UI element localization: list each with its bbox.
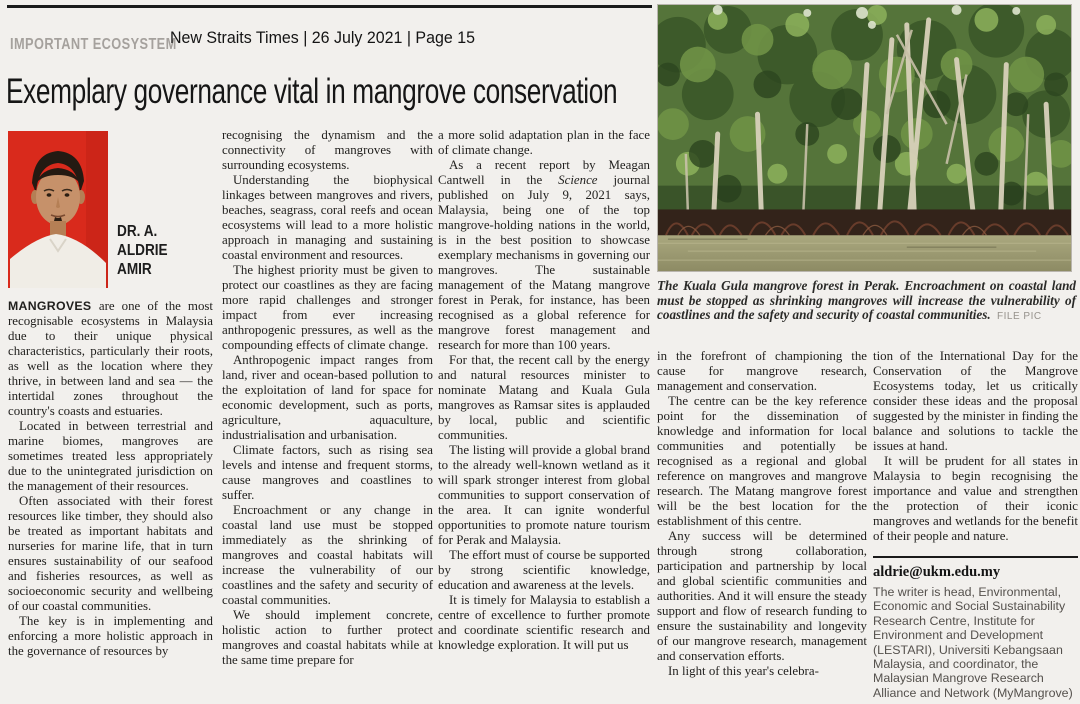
headline: Exemplary governance vital in mangrove conservation [6,72,618,111]
author-name: DR. A. ALDRIE AMIR [117,223,168,278]
article-column-5 [873,349,1078,560]
author-email: aldrie@ukm.edu.my [873,564,1001,580]
paragraph: In light of this year's celebra- [668,664,819,678]
paragraph: The key is in implementing and enforcing a more holistic approach in the governance of resources by [8,614,213,658]
paragraph: The listing will provide a global brand to the already well-known wetland as it will spark stronger interest from global communities to support conservation of the area. It can ignite wonderful opportunities to promote nature tourism for Perak and Malaysia. [438,443,650,547]
dateline: New Straits Times | 26 July 2021 | Page 15 [170,28,475,47]
byline-rule [873,556,1078,558]
paragraph: in the forefront of championing the cause for mangrove research, management and conservation. [657,349,867,393]
byline-block [873,556,1078,700]
article-column-1 [8,299,213,698]
mangrove-photo [657,4,1072,272]
paragraph: For that, the recent call by the energy and natural resources minister to nominate Matang and Kuala Gula mangroves as Ramsar sites is applauded by local, public and scientific communities. [438,353,650,442]
photo-credit: FILE PIC [997,311,1042,323]
author-bio: The writer is head, Environmental, Economic and Social Sustainability Research Centre, Institute for Environment and Development (LESTARI), Universiti Kebangsaan Malaysia, and coordinator, the Malaysian Mangrove Research Alliance and Network (MyMangrove) [873,585,1073,700]
paragraph: Located in between terrestrial and marine biomes, mangroves are sometimes treated less appropriately due to the unintegrated jurisdiction on the management of their resources. [8,419,213,493]
paragraph: The effort must of course be supported by strong scientific knowledge, education and awareness at the levels. [438,548,650,592]
paragraph: Any success will be determined through strong collaboration, participation and partnership by local and global scientific communities and authorities. And it will ensure the steady support and flow of research funding to ensure the sustainability and longevity of our mangrove research, management and conservation efforts. [657,529,867,663]
mangrove-photo-image [658,5,1071,271]
top-rule [7,5,652,8]
author-portrait-image [8,131,108,288]
paragraph: tion of the International Day for the Conservation of the Mangrove Ecosystems today, let us critically consider these ideas and the proposal suggested by the minister in finding the balance and solutions to tackle the issues at hand. [873,349,1078,453]
photo-caption [657,279,1076,325]
paragraph: As a recent report by Meagan Cantwell in the Science journal published on July 9, 2021 says, Malaysia, being one of the top mangrove-holding nations in the world, is in the best position to showcase exemplary mechanisms in governing our mangroves. The sustainable management of the Matang mangrove forest in Perak, for instance, has been recognised as a global reference for mangrove forest management and research for more than 100 years. [438,158,650,352]
paragraph: Anthropogenic impact ranges from land, river and ocean-based pollution to the exploitation of land for space for economic development, such as ports, agriculture, aquaculture, industrialisation and urbanisation. [222,353,433,442]
kicker: IMPORTANT ECOSYSTEM [10,36,177,53]
article-column-3 [438,128,650,704]
author-portrait [8,131,108,288]
photo-caption-text: The Kuala Gula mangrove forest in Perak. Encroachment on coastal land must be stopped as shrinking mangroves will increase the vulnerability of coastlines and the safety and security of coastal communities. [657,278,1076,323]
paragraph: We should implement concrete, holistic action to further protect mangroves and coastal habitats while at the same time prepare for [222,608,433,667]
article-column-2 [222,128,433,704]
paragraph: a more solid adaptation plan in the face of climate change. [438,128,650,157]
lead-word: MANGROVES [8,299,99,313]
paragraph: Understanding the biophysical linkages between mangroves and rivers, beaches, seagrass, coral reefs and ocean ecosystems will lead to a more holistic approach in managing and sustaining coastal environment and resources. [222,173,433,262]
paragraph: Encroachment or any change in coastal land use must be stopped immediately as the shrinking of mangroves and coastal habitats will increase the vulnerability of our coastlines and the safety and security of coastal communities. [222,503,433,607]
paragraph: MANGROVES are one of the most recognisable ecosystems in Malaysia due to their unique physical characteristics, particularly their roots, as well as the location where they thrive, in between land and sea — the intertidal zones throughout the country's coasts and estuaries. [8,299,213,418]
paragraph: Often associated with their forest resources like timber, they should also be treated as important habitats and nurseries for marine life, that in turn ensures sustainability of our seafood and fisheries resources, as well as socioeconomic security and wellbeing of our coastal communities. [8,494,213,613]
paragraph: It will be prudent for all states in Malaysia to begin recognising the importance and value and strengthen the protection of their iconic mangroves and wetlands for the benefit of their people and nature. [873,454,1078,543]
paragraph: The highest priority must be given to protect our coastlines as they are facing more rapid challenges and stronger impact from ever increasing anthropogenic pressures, as well as the compounding effects of climate change. [222,263,433,352]
article-column-4 [657,349,867,704]
paragraph: recognising the dynamism and the connectivity of mangroves with surrounding ecosystems. [222,128,433,172]
paragraph: Climate factors, such as rising sea levels and intense and frequent storms, cause mangroves and coastlines to suffer. [222,443,433,502]
paragraph: The centre can be the key reference point for the dissemination of knowledge and information for local communities and potentially be recognised as a regional and global reference on mangroves and mangrove research. The Matang mangrove forest will be the best location for the establishment of this centre. [657,394,867,528]
paragraph: It is timely for Malaysia to establish a centre of excellence to further promote and coordinate scientific research and knowledge exploration. It will put us [438,593,650,652]
